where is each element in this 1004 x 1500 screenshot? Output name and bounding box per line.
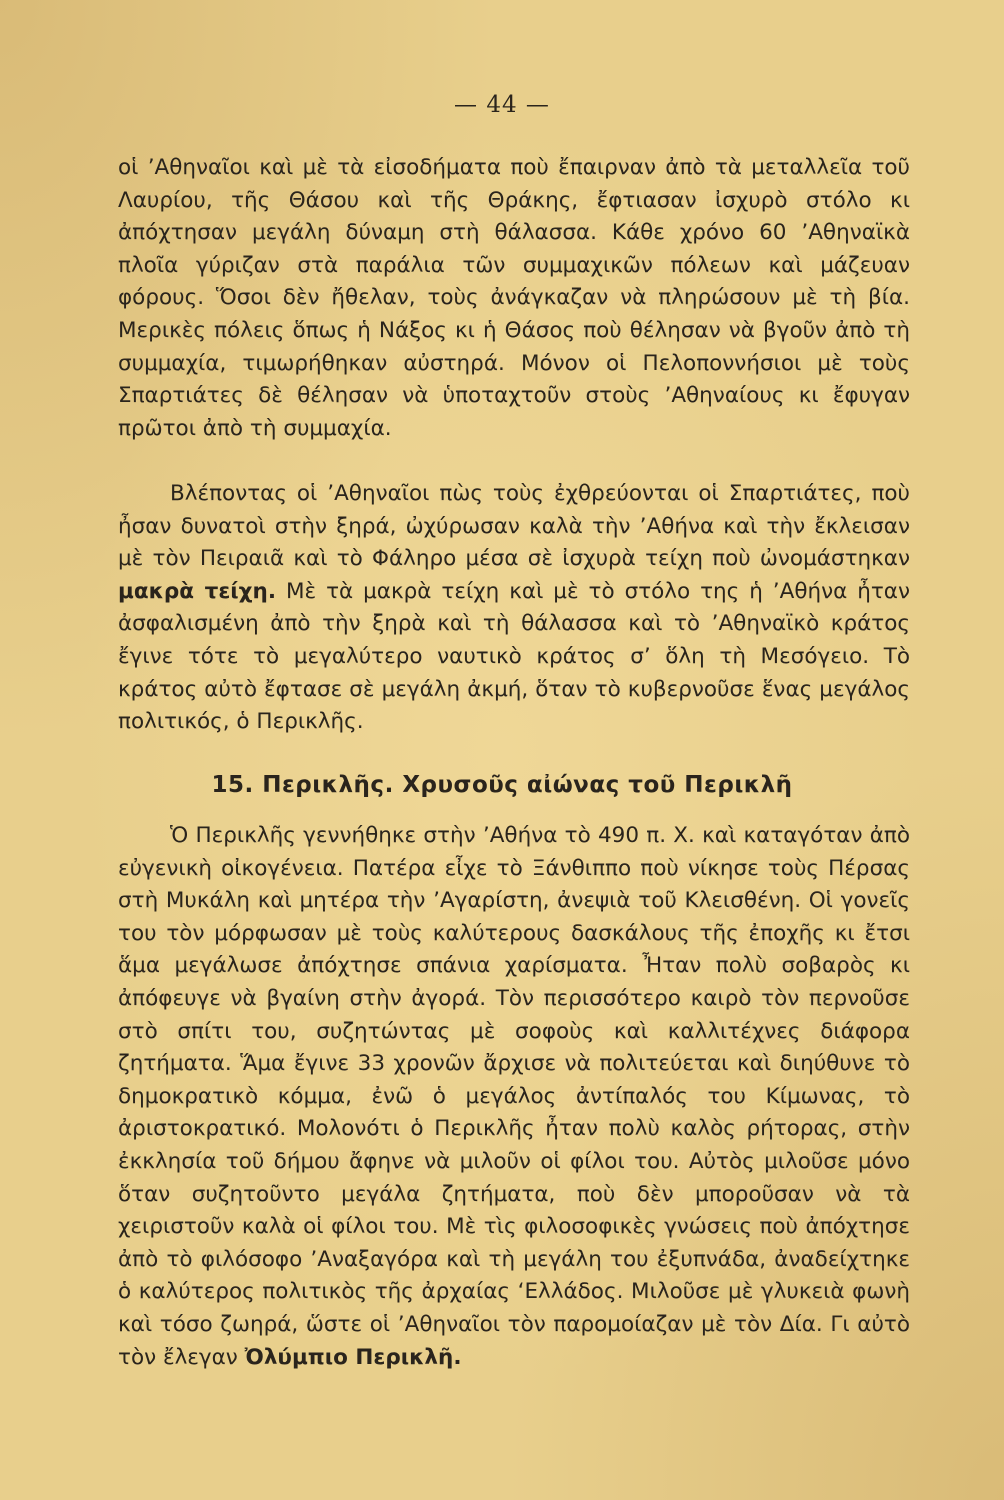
paragraph-text: οἱ ’Αθηναῖοι καὶ μὲ τὰ εἰσοδήματα ποὺ ἔπαιρναν ἀπὸ τὰ μεταλλεῖα τοῦ Λαυρίου, τῆς Θάσου καὶ τῆς Θράκης, ἔφτιασαν ἰσχυρὸ στόλο κι ἀπόχτησαν μεγάλη δύναμη στὴ θάλασσα. Κάθε χρόνο 60 ’Αθηναϊκὰ πλοῖα γύριζαν στὰ παράλια τῶν συμμαχικῶν πόλεων καὶ μάζευαν φόρους. Ὅσοι δὲν ἤθελαν, τοὺς ἀνάγκαζαν νὰ πληρώσουν μὲ τὴ βία. Μερικὲς πόλεις ὅπως ἡ Νάξος κι ἡ Θάσος ποὺ θέλησαν νὰ βγοῦν ἀπὸ τὴ συμμαχία, τιμωρήθηκαν αὐστηρά. Μόνον οἱ Πελοποννήσιοι μὲ τοὺς Σπαρτιάτες δὲ θέλησαν νὰ ὑποταχτοῦν στοὺς ’Αθηναίους κι ἔφυγαν πρῶτοι ἀπὸ τὴ συμμαχία. bbox=[118, 155, 910, 441]
paragraph-long-walls bbox=[118, 478, 910, 739]
paragraph-text-before: Ὁ Περικλῆς γεννήθηκε στὴν ’Αθήνα τὸ 490 π. Χ. καὶ καταγόταν ἀπὸ εὐγενικὴ οἰκογένεια. Πατέρα εἶχε τὸ Ξάνθιππο ποὺ νίκησε τοὺς Πέρσας στὴ Μυκάλη καὶ μητέρα τὴν ’Αγαρίστη, ἀνεψιὰ τοῦ Κλεισθένη. Οἱ γονεῖς του τὸν μόρφωσαν μὲ τοὺς καλύτερους δασκάλους τῆς ἐποχῆς κι ἔτσι ἅμα μεγάλωσε ἀπόχτησε σπάνια χαρίσματα. Ἦταν πολὺ σοβαρὸς κι ἀπόφευγε νὰ βγαίνη στὴν ἀγορά. Τὸν περισσότερο καιρὸ τὸν περνοῦσε στὸ σπίτι του, συζητώντας μὲ σοφοὺς καὶ καλλιτέχνες διάφορα ζητήματα. Ἅμα ἔγινε 33 χρονῶν ἄρχισε νὰ πολιτεύεται καὶ διηύθυνε τὸ δημοκρατικὸ κόμμα, ἐνῶ ὁ μεγάλος ἀντίπαλός του Κίμωνας, τὸ ἀριστοκρατικό. Μολονότι ὁ Περικλῆς ἦταν πολὺ καλὸς ρήτορας, στὴν ἐκκλησία τοῦ δήμου ἄφηνε νὰ μιλοῦν οἱ φίλοι του. Αὐτὸς μιλοῦσε μόνο ὅταν συζητοῦντο μεγάλα ζητήματα, ποὺ δὲν μποροῦσαν νὰ τὰ χειριστοῦν καλὰ οἱ φίλοι του. Μὲ τὶς φιλοσοφικὲς γνώσεις ποὺ ἀπόχτησε ἀπὸ τὸ φιλόσοφο ’Αναξαγόρα καὶ τὴ μεγάλη του ἐξυπνάδα, ἀναδείχτηκε ὁ καλύτερος πολιτικὸς τῆς ἀρχαίας ‘Ελλάδος. Μιλοῦσε μὲ γλυκειὰ φωνὴ καὶ τόσο ζωηρά, ὥστε οἱ ’Αθηναῖοι τὸν παρομοίαζαν μὲ τὸν Δία. Γι αὐτὸ τὸν ἔλεγαν bbox=[118, 823, 910, 1370]
bold-term-long-walls: μακρὰ τείχη. bbox=[118, 578, 277, 604]
bold-term-olympian-pericles: Ὀλύμπιο Περικλῆ. bbox=[244, 1344, 462, 1370]
paragraph-athenian-fleet bbox=[118, 152, 910, 445]
paragraph-text-before: Βλέποντας οἱ ’Αθηναῖοι πὼς τοὺς ἐχθρεύονται οἱ Σπαρτιάτες, ποὺ ἦσαν δυνατοὶ στὴν ξηρά, ὠχύρωσαν καλὰ τὴν ’Αθήνα καὶ τὴν ἔκλεισαν μὲ τὸν Πειραιᾶ καὶ τὸ Φάληρο μέσα σὲ ἰσχυρὰ τείχη ποὺ ὠνομάστηκαν bbox=[118, 481, 910, 572]
paragraph-pericles bbox=[118, 820, 910, 1374]
paragraph-text-after: Μὲ τὰ μακρὰ τείχη καὶ μὲ τὸ στόλο της ἡ ’Αθήνα ἦταν ἀσφαλισμένη ἀπὸ τὴν ξηρὰ καὶ τὴ θάλασσα καὶ τὸ ’Αθηναϊκὸ κράτος ἔγινε τότε τὸ μεγαλύτερο ναυτικὸ κράτος σ’ ὅλη τὴ Μεσόγειο. Τὸ κράτος αὐτὸ ἔφτασε σὲ μεγάλη ἀκμή, ὅταν τὸ κυβερνοῦσε ἕνας μεγάλος πολιτικός, ὁ Περικλῆς. bbox=[118, 578, 910, 735]
section-heading: 15. Περικλῆς. Χρυσοῦς αἰώνας τοῦ Περικλῆ bbox=[211, 772, 793, 798]
page-number: — 44 — bbox=[454, 92, 550, 118]
